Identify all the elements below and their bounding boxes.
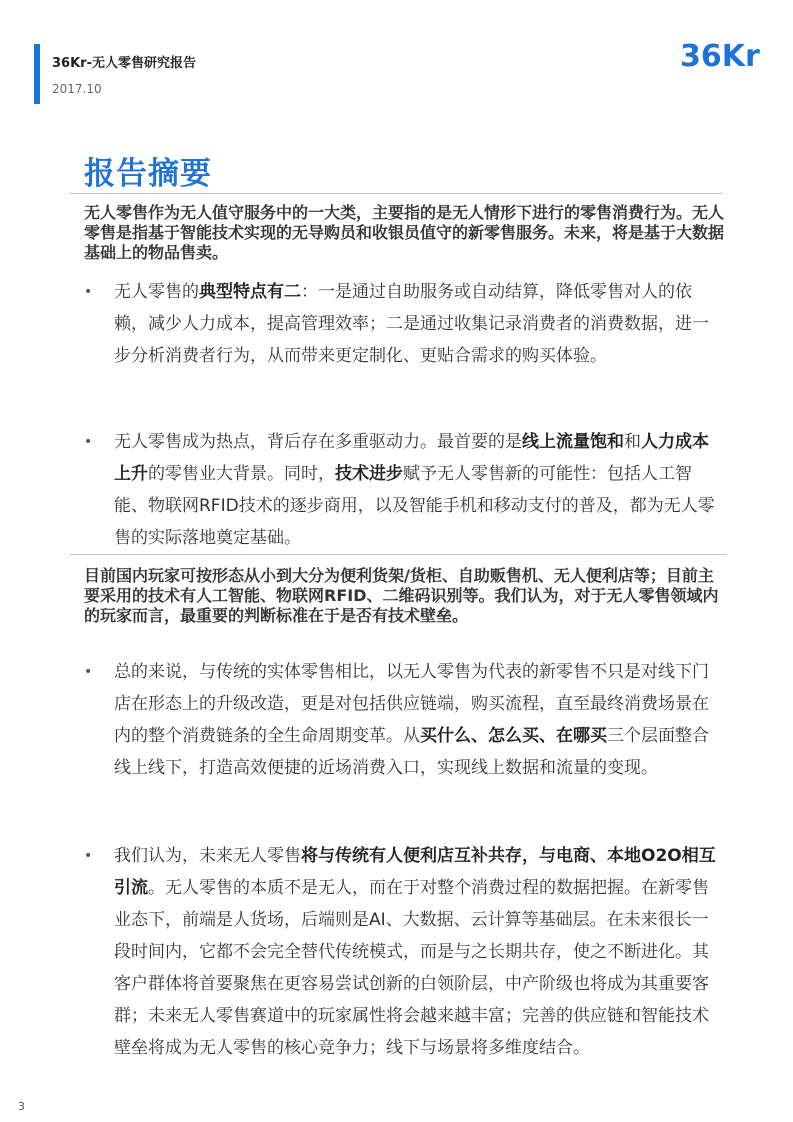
- body-text: 赋予无人零售新的可能性：包括人工智能、物联网RFID技术的逐步商用，以及智能手机和移动支付的普及，都为无人零售的实际落地奠定基础。: [114, 464, 715, 548]
- bullet-item: [84, 656, 716, 784]
- body-text: 的零售业大背景。同时，: [148, 464, 335, 484]
- report-title: 36Kr-无人零售研究报告: [52, 56, 196, 71]
- section-divider: [70, 554, 726, 555]
- bullet-dot: •: [84, 284, 93, 300]
- body-text: 我们认为，未来无人零售: [114, 846, 301, 866]
- body-text: 总的来说，与传统的实体零售相比，以无人零售为代表的新零售不只是对线下门店在形态上的升级改造，更是对包括供应链端，购买流程，直至最终消费场景在内的整个消费链条的全生命周期变革。从: [114, 662, 709, 746]
- page-number: 3: [18, 1100, 25, 1113]
- body-text: 和: [624, 432, 641, 452]
- bullet-dot: •: [84, 848, 93, 864]
- header-accent-bar: [34, 44, 40, 104]
- emphasis-text: 技术进步: [335, 464, 403, 484]
- emphasis-text: 线上流量饱和: [522, 432, 624, 452]
- emphasis-text: 将与传统有人便利店互补共存，与电商、本地O2O相互引流: [114, 846, 716, 898]
- body-text: 无人零售的: [114, 282, 199, 302]
- section2-summary: 目前国内玩家可按形态从小到大分为便利货架/货柜、自助贩售机、无人便利店等；目前主要采用的技术有人工智能、物联网RFID、二维码识别等。我们认为，对于无人零售领域内的玩家而言，最重要的判断标准在于是否有技术壁垒。: [84, 566, 719, 625]
- bullet-item: [84, 840, 716, 1064]
- bullet-dot: •: [84, 434, 93, 450]
- page-title: 报告摘要: [84, 156, 212, 192]
- bullet-text: [114, 840, 716, 1064]
- body-text: 无人零售成为热点，背后存在多重驱动力。最首要的是: [114, 432, 522, 452]
- 36kr-logo: [680, 34, 766, 92]
- section-divider: [70, 193, 722, 194]
- bullet-dot: •: [84, 664, 93, 680]
- bullet-text: [114, 426, 716, 554]
- body-text: ：一是通过自助服务或自动结算，降低零售对人的依赖，减少人力成本，提高管理效率；二是通过收集记录消费者的消费数据，进一步分析消费者行为，从而带来更定制化、更贴合需求的购买体验。: [114, 282, 709, 366]
- report-date: 2017.10: [52, 82, 102, 96]
- body-text: 三个层面整合线上线下，打造高效便捷的近场消费入口，实现线上数据和流量的变现。: [114, 726, 709, 778]
- logo-text: 36Kr: [680, 39, 760, 74]
- section1-summary: 无人零售作为无人值守服务中的一大类，主要指的是无人情形下进行的零售消费行为。无人零售是指基于智能技术实现的无导购员和收银员值守的新零售服务。未来，将是基于大数据基础上的物品售卖。: [84, 203, 725, 262]
- emphasis-text: 买什么、怎么买、在哪买: [420, 726, 607, 746]
- bullet-text: [114, 276, 716, 372]
- bullet-item: [84, 426, 716, 554]
- emphasis-text: 人力成本上升: [114, 432, 709, 484]
- bullet-text: [114, 656, 716, 784]
- bullet-item: [84, 276, 716, 372]
- emphasis-text: 典型特点有二: [199, 282, 301, 302]
- body-text: 。无人零售的本质不是无人，而在于对整个消费过程的数据把握。在新零售业态下，前端是人货场，后端则是AI、大数据、云计算等基础层。在未来很长一段时间内，它都不会完全替代传统模式，而是与之长期共存，使之不断进化。其客户群体将首要聚焦在更容易尝试创新的白领阶层，中产阶级也将成为其重要客群；未来无人零售赛道中的玩家属性将会越来越丰富；完善的供应链和智能技术壁垒将成为无人零售的核心竞争力；线下与场景将多维度结合。: [114, 878, 709, 1058]
